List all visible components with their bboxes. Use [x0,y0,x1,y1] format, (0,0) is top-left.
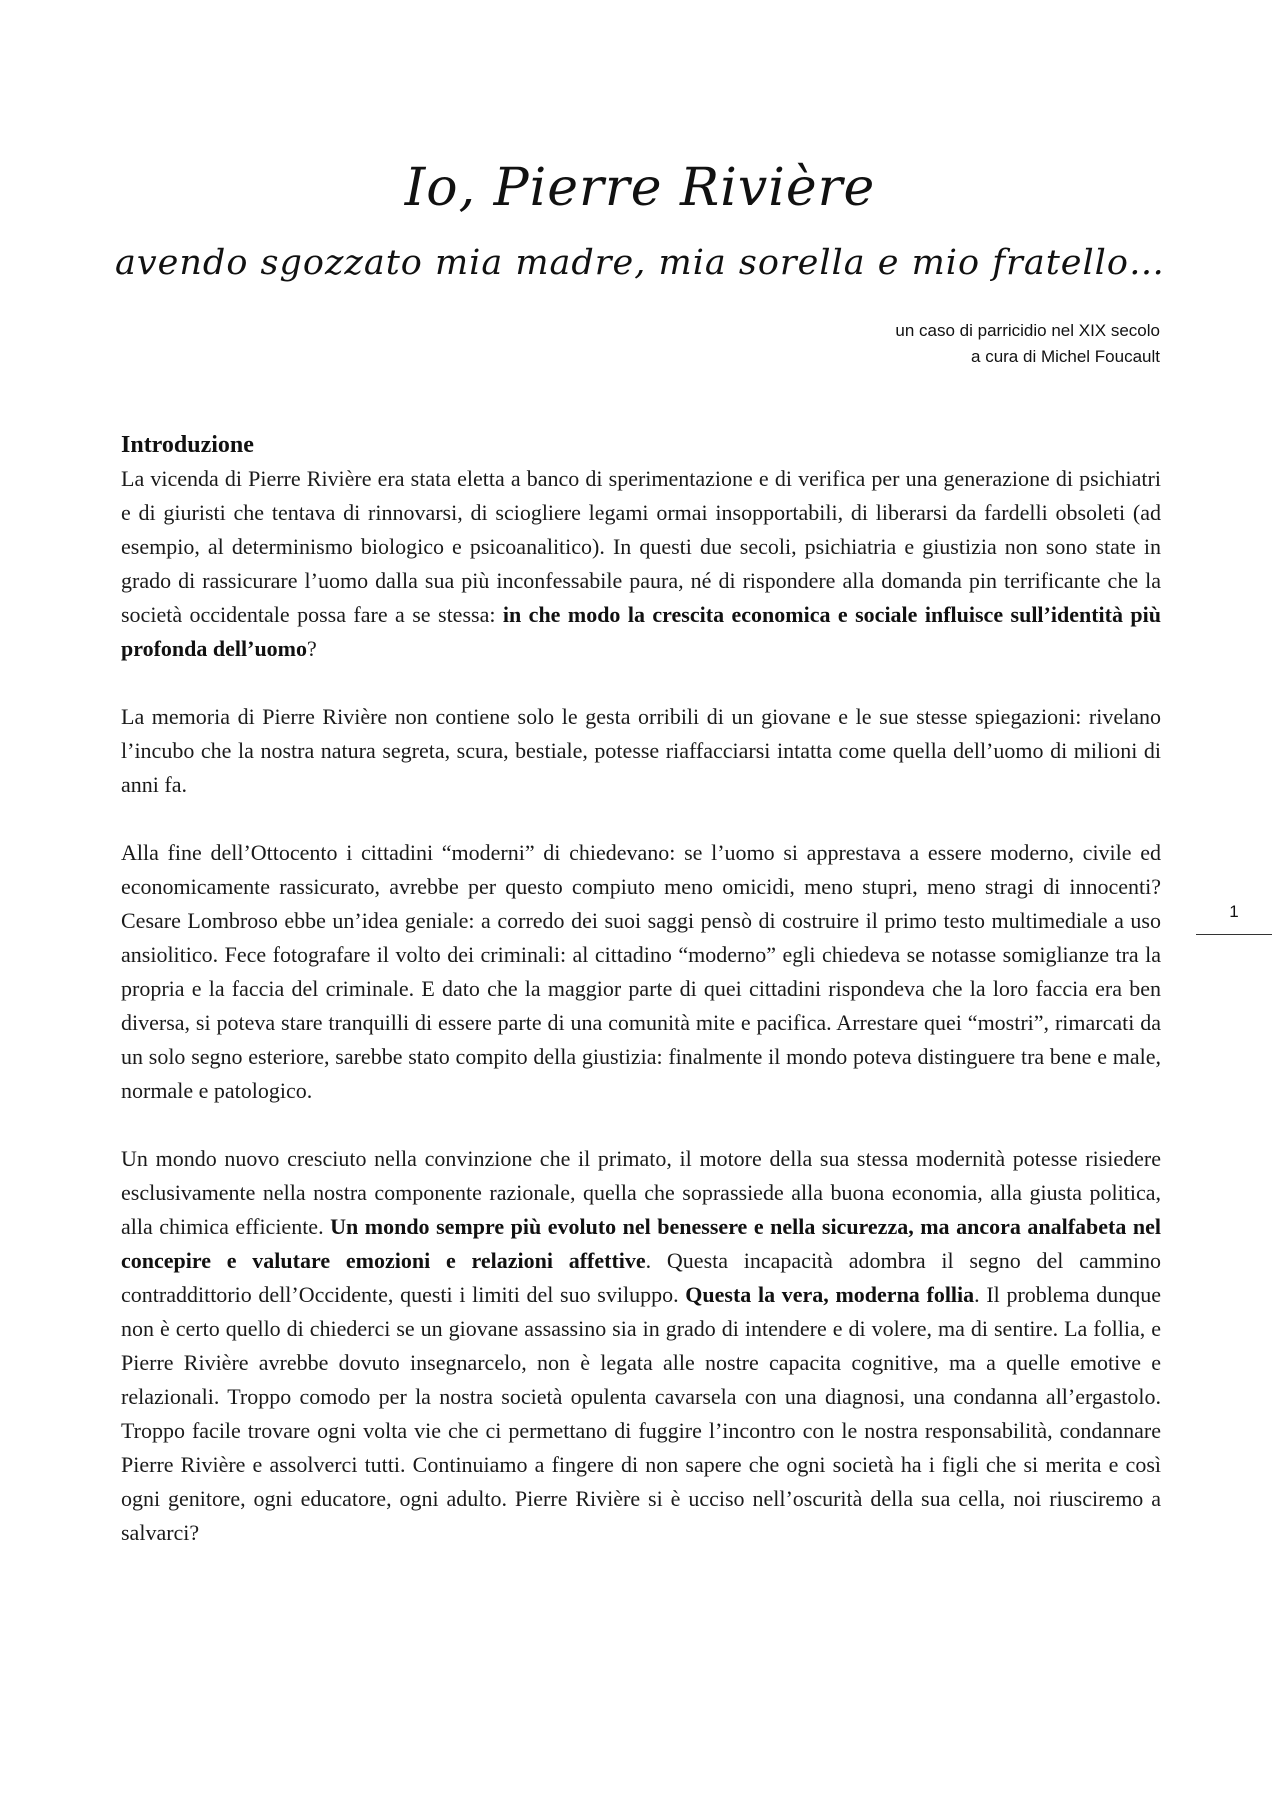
main-content [121,428,1161,1584]
paragraph-4-text-c: . Il problema dunque non è certo quello di chiederci se un giovane assassino sia in grado di intendere e di volere, ma di sentire. La follia, e Pierre Rivière avrebbe dovuto insegnarcelo, non è legata alle nostre capacita cognitive, ma a quelle emotive e relazionali. Troppo comodo per la nostra società opulenta cavarsela con una diagnosi, una condanna all’ergastolo. Troppo facile trovare ogni volta vie che ci permettano di fuggire l’incontro con le nostra responsabilità, condannare Pierre Rivière e assolverci tutti. Continuiamo a fingere di non sapere che ogni società ha i figli che si merita e così ogni genitore, ogni educatore, ogni adulto. Pierre Rivière si è ucciso nell’oscurità della sua cella, noi riusciremo a salvarci? [121,1282,1161,1545]
document-title: Io, Pierre Rivière [404,158,876,218]
paragraph-1 [121,462,1161,666]
page-number-rule [1196,934,1272,935]
paragraph-1-bold: in che modo la crescita economica e sociale influisce sull’identità più profonda dell’uomo [121,602,1162,661]
paragraph-1-text-b: ? [307,636,317,661]
paragraph-4-bold-b: Questa la vera, moderna follia [685,1282,975,1307]
document-subtitle: avendo sgozzato mia madre, mia sorella e mio fratello… [115,243,1165,283]
paragraph-4-bold-a: Un mondo sempre più evoluto nel benessere e nella sicurezza, ma ancora analfabeta nel concepire e valutare emozioni e relazioni affettive [121,1214,1161,1273]
paragraph-3: Alla fine dell’Ottocento i cittadini “moderni” di chiedevano: se l’uomo si apprestava a essere moderno, civile ed economicamente rassicurato, avrebbe per questo compiuto meno omicidi, meno stupri, meno stragi di innocenti? Cesare Lombroso ebbe un’idea geniale: a corredo dei suoi saggi pensò di costruire il primo testo multimediale a uso ansiolitico. Fece fotografare il volto dei criminali: al cittadino “moderno” egli chiedeva se notasse somiglianze tra la propria e la faccia del criminale. E dato che la maggior parte di quei cittadini rispondeva che la loro faccia era ben diversa, si poteva stare tranquilli di essere parte di una comunità mite e pacifica. Arrestare quei “mostri”, rimarcati da un solo segno esteriore, sarebbe stato compito della giustizia: finalmente il mondo poteva distinguere tra bene e male, normale e patologico. [121,840,1161,1103]
paragraph-4 [121,1142,1161,1550]
paragraph-4-text-a: Un mondo nuovo cresciuto nella convinzione che il primato, il motore della sua stessa modernità potesse risiedere esclusivamente nella nostra componente razionale, quella che soprassiede alla buona economia, alla giusta politica, alla chimica efficiente. [121,1146,1161,1239]
credits-line-editor: a cura di Michel Foucault [971,347,1160,366]
paragraph-4-text-b: . Questa incapacità adombra il segno del cammino contraddittorio dell’Occidente, questi i limiti del suo sviluppo. [121,1248,1162,1307]
credits-line-case: un caso di parricidio nel XIX secolo [895,321,1160,340]
paragraph-2: La memoria di Pierre Rivière non contiene solo le gesta orribili di un giovane e le sue stesse spiegazioni: rivelano l’incubo che la nostra natura segreta, scura, bestiale, potesse riaffacciarsi intatta come quella dell’uomo di milioni di anni fa. [121,704,1161,797]
credits-block [895,318,1160,370]
section-heading: Introduzione [121,432,254,458]
paragraph-1-text-a: La vicenda di Pierre Rivière era stata eletta a banco di sperimentazione e di verifica per una generazione di psichiatri e di giuristi che tentava di rinnovarsi, di sciogliere legami ormai insopportabili, di liberarsi da fardelli obsoleti (ad esempio, al determinismo biologico e psicoanalitico). In questi due secoli, psichiatria e giustizia non sono state in grado di rassicurare l’uomo dalla sua più inconfessabile paura, né di rispondere alla domanda pin terrificante che la società occidentale possa fare a se stessa: [121,466,1161,627]
page-number: 1 [1229,902,1239,921]
